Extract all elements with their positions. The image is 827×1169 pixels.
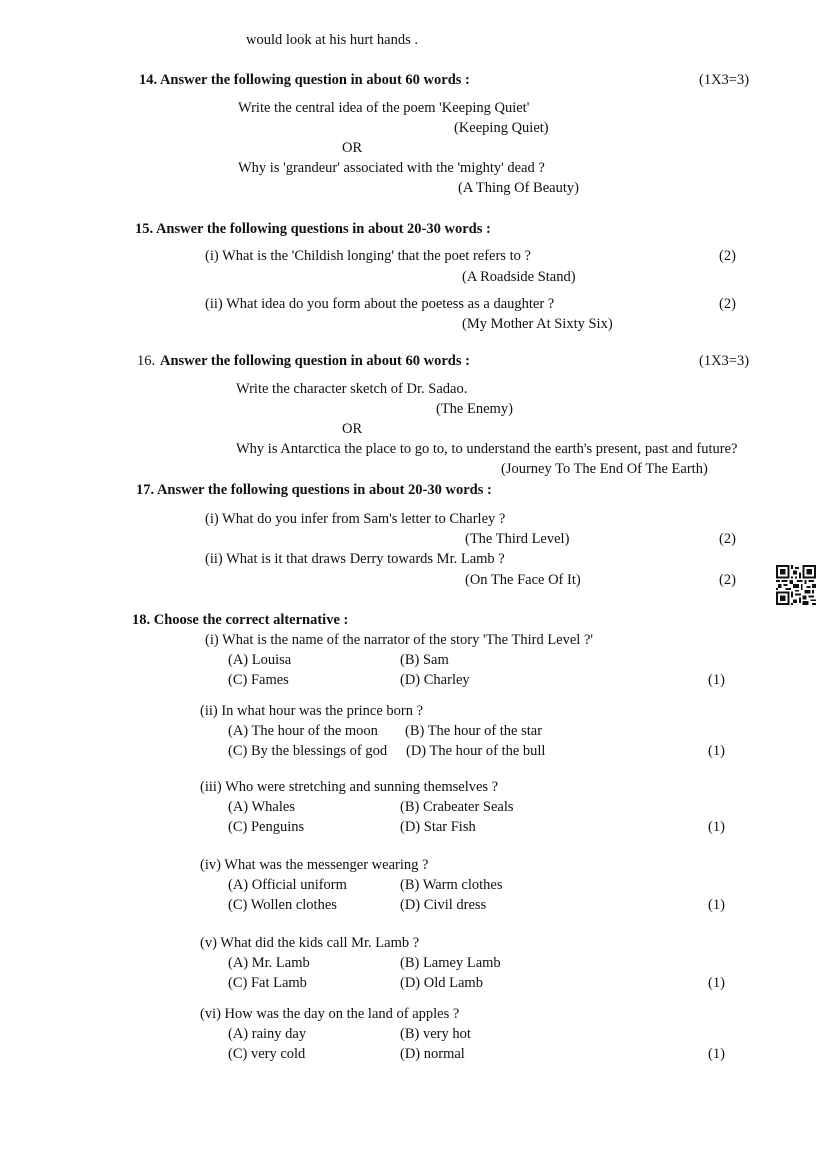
q18-option-d: (D) Old Lamb xyxy=(400,975,483,991)
q18-option-c: (C) Wollen clothes xyxy=(228,897,337,913)
q17-heading: 17. Answer the following questions in about 20-30 words : xyxy=(136,482,492,498)
q18-option-d: (D) The hour of the bull xyxy=(406,743,546,759)
q18-option-c: (C) By the blessings of god xyxy=(228,743,388,759)
qr-code-icon xyxy=(776,565,816,605)
q15-ii-question: (ii) What idea do you form about the poetess as a daughter ? xyxy=(205,296,555,312)
q18-item-marks: (1) xyxy=(708,975,725,991)
q16-marks: (1X3=3) xyxy=(699,353,750,369)
continuation-line: would look at his hurt hands . xyxy=(246,32,418,48)
q18-item-marks: (1) xyxy=(708,743,725,759)
q18-option-b: (B) Warm clothes xyxy=(400,877,503,893)
q18-option-c: (C) very cold xyxy=(228,1046,306,1062)
q18-item-question: (v) What did the kids call Mr. Lamb ? xyxy=(200,935,420,951)
q18-option-a: (A) The hour of the moon xyxy=(228,723,378,739)
q18-item-marks: (1) xyxy=(708,1046,725,1062)
q18-option-a: (A) rainy day xyxy=(228,1026,307,1042)
q18-item-question: (iii) Who were stretching and sunning themselves ? xyxy=(200,779,499,795)
q16-heading: Answer the following question in about 60 words : xyxy=(160,353,470,369)
q18-item-question: (iv) What was the messenger wearing ? xyxy=(200,857,429,873)
q15-ii-marks: (2) xyxy=(719,296,736,312)
q15-i-marks: (2) xyxy=(719,248,736,264)
q17-i-source: (The Third Level) xyxy=(465,531,570,547)
q17-i-question: (i) What do you infer from Sam's letter to Charley ? xyxy=(205,511,506,527)
q18-item-marks: (1) xyxy=(708,819,725,835)
q17-ii-question: (ii) What is it that draws Derry towards Mr. Lamb ? xyxy=(205,551,505,567)
q17-ii-source: (On The Face Of It) xyxy=(465,572,581,588)
q18-item-marks: (1) xyxy=(708,897,725,913)
q18-option-c: (C) Fames xyxy=(228,672,289,688)
q15-i-source: (A Roadside Stand) xyxy=(462,269,576,285)
q18-heading: 18. Choose the correct alternative : xyxy=(132,612,349,628)
q16-number: 16. xyxy=(137,353,156,369)
q18-option-b: (B) The hour of the star xyxy=(405,723,543,739)
q16-source-1: (The Enemy) xyxy=(436,401,513,417)
q15-heading: 15. Answer the following questions in about 20-30 words : xyxy=(135,221,491,237)
q15-i-question: (i) What is the 'Childish longing' that the poet refers to ? xyxy=(205,248,531,264)
q14-marks: (1X3=3) xyxy=(699,72,750,88)
q16-or: OR xyxy=(342,421,363,437)
q18-option-c: (C) Penguins xyxy=(228,819,305,835)
q18-option-b: (B) Sam xyxy=(400,652,449,668)
q15-ii-source: (My Mother At Sixty Six) xyxy=(462,316,613,332)
q18-option-a: (A) Whales xyxy=(228,799,295,815)
q14-source-1: (Keeping Quiet) xyxy=(454,120,549,136)
q18-item-question: (vi) How was the day on the land of apples ? xyxy=(200,1006,460,1022)
q14-heading: 14. Answer the following question in about 60 words : xyxy=(139,72,470,88)
q14-question-2: Why is 'grandeur' associated with the 'mighty' dead ? xyxy=(238,160,545,176)
q14-or: OR xyxy=(342,140,363,156)
q18-option-d: (D) normal xyxy=(400,1046,465,1062)
q18-option-b: (B) Lamey Lamb xyxy=(400,955,501,971)
q18-option-d: (D) Star Fish xyxy=(400,819,476,835)
q14-source-2: (A Thing Of Beauty) xyxy=(458,180,579,196)
q18-option-a: (A) Mr. Lamb xyxy=(228,955,310,971)
q17-i-marks: (2) xyxy=(719,531,736,547)
q18-item-marks: (1) xyxy=(708,672,725,688)
q18-item-question: (i) What is the name of the narrator of the story 'The Third Level ?' xyxy=(205,632,593,648)
q14-question-1: Write the central idea of the poem 'Keeping Quiet' xyxy=(238,100,530,116)
q18-option-c: (C) Fat Lamb xyxy=(228,975,307,991)
q18-option-d: (D) Civil dress xyxy=(400,897,487,913)
q18-option-d: (D) Charley xyxy=(400,672,470,688)
q18-option-b: (B) very hot xyxy=(400,1026,471,1042)
q18-option-b: (B) Crabeater Seals xyxy=(400,799,514,815)
q16-question-1: Write the character sketch of Dr. Sadao. xyxy=(236,381,468,397)
q16-question-2: Why is Antarctica the place to go to, to understand the earth's present, past and future? xyxy=(236,441,738,457)
q18-item-question: (ii) In what hour was the prince born ? xyxy=(200,703,424,719)
q18-option-a: (A) Official uniform xyxy=(228,877,347,893)
q18-option-a: (A) Louisa xyxy=(228,652,292,668)
q16-source-2: (Journey To The End Of The Earth) xyxy=(501,461,708,477)
q17-ii-marks: (2) xyxy=(719,572,736,588)
